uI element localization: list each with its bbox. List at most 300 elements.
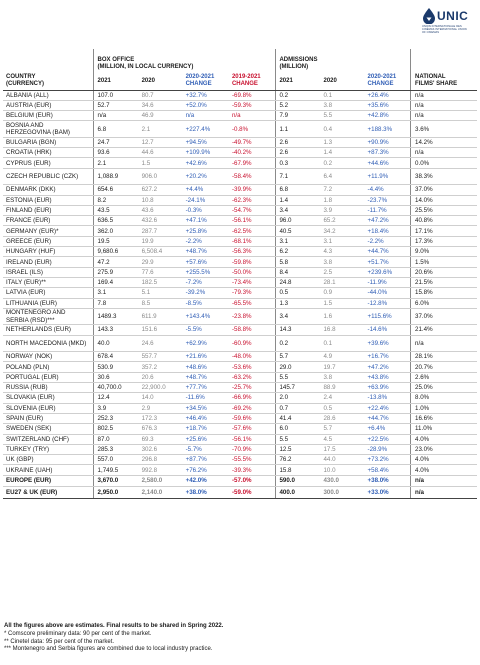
- adm-2021-cell: 5.7: [276, 352, 320, 362]
- adm-change-cell: +6.4%: [365, 424, 411, 434]
- bo-2021-cell: 52.7: [95, 100, 139, 110]
- adm-2021-cell: 145.7: [276, 383, 320, 393]
- bo-2019-change-cell: -59.6%: [229, 413, 275, 423]
- adm-change-cell: +42.8%: [365, 111, 411, 121]
- bo-2020-cell: 611.9: [139, 308, 183, 325]
- bo-2021-cell: 678.4: [95, 352, 139, 362]
- adm-2020-cell: 88.9: [320, 383, 364, 393]
- bo-change-cell: -11.6%: [183, 393, 229, 403]
- adm-2021-cell: 1.1: [276, 121, 320, 138]
- country-cell: MONTENEGRO AND SERBIA (RSD)***: [3, 308, 93, 325]
- bo-change-cell: -5.5%: [183, 325, 229, 335]
- table-row: [3, 100, 477, 110]
- adm-2020-cell: 0.4: [320, 121, 364, 138]
- bo-2021-cell: 169.4: [95, 277, 139, 287]
- adm-change-cell: +44.6%: [365, 158, 411, 168]
- adm-change-cell: -2.2%: [365, 236, 411, 246]
- bo-2021-cell: 362.0: [95, 226, 139, 236]
- adm-change-cell: -23.7%: [365, 195, 411, 205]
- bo-2020-cell: 296.8: [139, 455, 183, 465]
- adm-2020-cell: 4.5: [320, 434, 364, 444]
- adm-change-cell: +73.2%: [365, 455, 411, 465]
- national-share-cell: n/a: [412, 111, 477, 121]
- adm-2020-cell: 16.8: [320, 325, 364, 335]
- bo-2021-cell: 654.6: [95, 185, 139, 195]
- country-cell: LITHUANIA (EUR): [3, 298, 93, 308]
- bo-2020-cell: 34.6: [139, 100, 183, 110]
- bo-2020-cell: 77.6: [139, 267, 183, 277]
- country-cell: FRANCE (EUR): [3, 216, 93, 226]
- bo-2019-change-cell: -62.3%: [229, 195, 275, 205]
- bo-2020-cell: 627.2: [139, 185, 183, 195]
- bo-change-cell: +47.1%: [183, 216, 229, 226]
- country-cell: BULGARIA (BGN): [3, 137, 93, 147]
- adm-2020-cell: 2.5: [320, 267, 364, 277]
- bo-2020-cell: 287.7: [139, 226, 183, 236]
- adm-change-cell: +26.4%: [365, 90, 411, 100]
- adm-change-cell: +47.2%: [365, 362, 411, 372]
- bo-2019-change-cell: -59.3%: [229, 100, 275, 110]
- table-row: [3, 383, 477, 393]
- adm-2020-cell: 0.9: [320, 288, 364, 298]
- country-cell: BELGIUM (EUR): [3, 111, 93, 121]
- adm-change-cell: +22.5%: [365, 434, 411, 444]
- table-row: [3, 465, 477, 475]
- adm-2020-cell: 19.7: [320, 362, 364, 372]
- bo-2019-change-cell: -68.1%: [229, 236, 275, 246]
- national-share-cell: 8.0%: [412, 393, 477, 403]
- adm-2021-cell: 400.0: [276, 487, 320, 499]
- country-cell: ALBANIA (ALL): [3, 90, 93, 100]
- bo-2019-change-cell: -65.5%: [229, 298, 275, 308]
- country-cell: HUNGARY (HUF): [3, 247, 93, 257]
- adm-2021-cell: 6.0: [276, 424, 320, 434]
- country-cell: CZECH REPUBLIC (CZK): [3, 168, 93, 185]
- adm-2020-cell: 300.0: [320, 487, 364, 499]
- bo-2020-cell: 182.5: [139, 277, 183, 287]
- adm-2021-cell: 41.4: [276, 413, 320, 423]
- table-row: [3, 267, 477, 277]
- table-row: [3, 372, 477, 382]
- country-cell: NORWAY (NOK): [3, 352, 93, 362]
- table-row: [3, 216, 477, 226]
- bo-change-cell: +94.5%: [183, 137, 229, 147]
- adm-2021-cell: 590.0: [276, 475, 320, 487]
- table-row: [3, 158, 477, 168]
- bo-change-cell: -2.2%: [183, 236, 229, 246]
- adm-change-cell: -11.9%: [365, 277, 411, 287]
- national-share-cell: 1.0%: [412, 403, 477, 413]
- adm-2021-cell: 14.3: [276, 325, 320, 335]
- adm-change-cell: +16.7%: [365, 352, 411, 362]
- table-row: [3, 288, 477, 298]
- country-cell: ITALY (EUR)**: [3, 277, 93, 287]
- table-row: [3, 195, 477, 205]
- national-share-cell: 20.6%: [412, 267, 477, 277]
- adm-change-cell: +51.7%: [365, 257, 411, 267]
- bo-2019-change-cell: -59.8%: [229, 257, 275, 267]
- bo-2021-cell: 1,088.9: [95, 168, 139, 185]
- country-cell: EUROPE (EUR): [3, 475, 93, 487]
- bo-2021-cell: 3.9: [95, 403, 139, 413]
- adm-2020-cell: 5.7: [320, 424, 364, 434]
- national-share-cell: n/a: [412, 90, 477, 100]
- bo-change-cell: -7.2%: [183, 277, 229, 287]
- bo-change-cell: +57.6%: [183, 257, 229, 267]
- national-share-cell: 17.1%: [412, 226, 477, 236]
- adm-2021-cell: 29.0: [276, 362, 320, 372]
- table-row: [3, 257, 477, 267]
- adm-2021-cell: 8.4: [276, 267, 320, 277]
- bo-2021-cell: 1489.3: [95, 308, 139, 325]
- bo-2021-cell: 636.5: [95, 216, 139, 226]
- bo-2019-change-cell: -56.3%: [229, 247, 275, 257]
- adm-change-cell: -12.8%: [365, 298, 411, 308]
- table-row: [3, 205, 477, 215]
- adm-2021-cell: 1.4: [276, 195, 320, 205]
- bo-change-cell: +62.9%: [183, 335, 229, 352]
- adm-change-cell: +44.7%: [365, 247, 411, 257]
- adm-2021-cell: 0.3: [276, 158, 320, 168]
- country-cell: IRELAND (EUR): [3, 257, 93, 267]
- table-row: [3, 335, 477, 352]
- bo-2020-cell: 14.0: [139, 393, 183, 403]
- bo-2020-cell: 43.6: [139, 205, 183, 215]
- bo-change-cell: -8.5%: [183, 298, 229, 308]
- total-row: [3, 475, 477, 487]
- bo-2020-cell: 172.3: [139, 413, 183, 423]
- bo-2021-cell: 8.2: [95, 195, 139, 205]
- adm-2020-cell: 0.2: [320, 158, 364, 168]
- national-share-cell: 2.6%: [412, 372, 477, 382]
- country-cell: AUSTRIA (EUR): [3, 100, 93, 110]
- adm-2021-cell: 3.4: [276, 205, 320, 215]
- country-cell: LATVIA (EUR): [3, 288, 93, 298]
- table-row: [3, 236, 477, 246]
- bo-2019-change-cell: -50.0%: [229, 267, 275, 277]
- national-share-cell: 21.4%: [412, 325, 477, 335]
- bo-2021-cell: 47.2: [95, 257, 139, 267]
- bo-2020-cell: 5.1: [139, 288, 183, 298]
- bo-2020-cell: 151.6: [139, 325, 183, 335]
- bo-2021-cell: 19.5: [95, 236, 139, 246]
- adm-change-cell: +35.6%: [365, 100, 411, 110]
- bo-2021-cell: 1,749.5: [95, 465, 139, 475]
- adm-2021-cell: 6.2: [276, 247, 320, 257]
- adm-2021-cell: 2.6: [276, 148, 320, 158]
- adm-2020-cell: 28.1: [320, 277, 364, 287]
- country-cell: NETHERLANDS (EUR): [3, 325, 93, 335]
- bo-2020-cell: 357.2: [139, 362, 183, 372]
- bo-2020-cell: 2.1: [139, 121, 183, 138]
- adm-2021-cell: 2.6: [276, 137, 320, 147]
- national-share-header: NATIONAL FILMS' SHARE: [412, 73, 477, 90]
- bo-change-cell: +87.7%: [183, 455, 229, 465]
- adm-2021-cell: 5.5: [276, 372, 320, 382]
- adm-2021-cell: 5.8: [276, 257, 320, 267]
- adm-2021-cell: 24.8: [276, 277, 320, 287]
- national-share-cell: 15.8%: [412, 288, 477, 298]
- bo-change-cell: +227.4%: [183, 121, 229, 138]
- national-share-cell: 4.0%: [412, 455, 477, 465]
- bo-2021-cell: 3.1: [95, 288, 139, 298]
- table-row: [3, 403, 477, 413]
- bo-change-cell: +109.9%: [183, 148, 229, 158]
- country-cell: ESTONIA (EUR): [3, 195, 93, 205]
- bo-2021-cell: 3,670.0: [95, 475, 139, 487]
- adm-2020-cell: 3.1: [320, 236, 364, 246]
- bo-2021-cell: 143.3: [95, 325, 139, 335]
- bo-2020-cell: 1.5: [139, 158, 183, 168]
- admissions-2021-header: 2021: [276, 73, 320, 90]
- bo-2021-cell: 40,700.0: [95, 383, 139, 393]
- country-cell: ISRAEL (ILS): [3, 267, 93, 277]
- national-share-cell: n/a: [412, 475, 477, 487]
- national-share-cell: 37.0%: [412, 185, 477, 195]
- country-cell: SLOVAKIA (EUR): [3, 393, 93, 403]
- adm-2021-cell: 7.1: [276, 168, 320, 185]
- bo-2021-cell: 40.0: [95, 335, 139, 352]
- bo-2020-cell: 6,508.4: [139, 247, 183, 257]
- adm-2020-cell: 1.3: [320, 137, 364, 147]
- bo-2021-cell: 2.1: [95, 158, 139, 168]
- admissions-change-header: 2020-2021 CHANGE: [365, 73, 411, 90]
- adm-change-cell: -4.4%: [365, 185, 411, 195]
- country-cell: CROATIA (HRK): [3, 148, 93, 158]
- bo-2019-change-cell: -63.2%: [229, 372, 275, 382]
- bo-2019-change-cell: -39.3%: [229, 465, 275, 475]
- adm-2020-cell: 44.0: [320, 455, 364, 465]
- bo-2020-cell: 432.6: [139, 216, 183, 226]
- bo-2019-change-cell: n/a: [229, 111, 275, 121]
- bo-2021-cell: 802.5: [95, 424, 139, 434]
- bo-change-cell: +76.2%: [183, 465, 229, 475]
- bo-2019-change-cell: -69.8%: [229, 90, 275, 100]
- national-share-cell: 0.0%: [412, 158, 477, 168]
- header-column-row: [3, 73, 477, 90]
- bo-2021-cell: 9,680.6: [95, 247, 139, 257]
- bo-2020-cell: 8.5: [139, 298, 183, 308]
- box-office-2021-header: 2021: [95, 73, 139, 90]
- adm-2020-cell: 3.9: [320, 205, 364, 215]
- national-share-cell: 3.6%: [412, 121, 477, 138]
- bo-2021-cell: n/a: [95, 111, 139, 121]
- bo-change-cell: -5.7%: [183, 444, 229, 454]
- bo-2021-cell: 252.3: [95, 413, 139, 423]
- footnote-lead: All the figures above are estimates. Final results to be shared in Spring 2022.: [4, 623, 224, 629]
- adm-2020-cell: 1.5: [320, 298, 364, 308]
- box-office-table: [3, 49, 477, 499]
- adm-2020-cell: 0.1: [320, 90, 364, 100]
- bo-2019-change-cell: -58.8%: [229, 325, 275, 335]
- country-cell: TURKEY (TRY): [3, 444, 93, 454]
- national-share-cell: 20.7%: [412, 362, 477, 372]
- adm-change-cell: +115.6%: [365, 308, 411, 325]
- bo-2019-change-cell: -59.0%: [229, 487, 275, 499]
- bo-change-cell: +21.6%: [183, 352, 229, 362]
- country-cell: SLOVENIA (EUR): [3, 403, 93, 413]
- bo-2020-cell: 22,900.0: [139, 383, 183, 393]
- adm-2020-cell: 10.0: [320, 465, 364, 475]
- national-share-cell: 37.0%: [412, 308, 477, 325]
- adm-change-cell: -44.0%: [365, 288, 411, 298]
- bo-2019-change-cell: -57.0%: [229, 475, 275, 487]
- bo-change-cell: +18.7%: [183, 424, 229, 434]
- country-cell: DENMARK (DKK): [3, 185, 93, 195]
- adm-2020-cell: 3.8: [320, 372, 364, 382]
- country-cell: GREECE (EUR): [3, 236, 93, 246]
- bo-change-cell: +77.7%: [183, 383, 229, 393]
- bo-2020-cell: 80.7: [139, 90, 183, 100]
- bo-2021-cell: 24.7: [95, 137, 139, 147]
- table-row: [3, 413, 477, 423]
- adm-2020-cell: 5.5: [320, 111, 364, 121]
- adm-2020-cell: 6.4: [320, 168, 364, 185]
- box-office-2020-header: 2020: [139, 73, 183, 90]
- adm-2020-cell: 0.1: [320, 335, 364, 352]
- table-row: [3, 247, 477, 257]
- national-share-cell: 4.0%: [412, 434, 477, 444]
- adm-change-cell: -13.8%: [365, 393, 411, 403]
- bo-change-cell: +46.4%: [183, 413, 229, 423]
- bo-2020-cell: 12.7: [139, 137, 183, 147]
- bo-2021-cell: 275.9: [95, 267, 139, 277]
- national-share-cell: 11.0%: [412, 424, 477, 434]
- country-cell: SPAIN (EUR): [3, 413, 93, 423]
- national-share-cell: 9.0%: [412, 247, 477, 257]
- unic-logo-icon: [422, 8, 436, 24]
- country-cell: UK (GBP): [3, 455, 93, 465]
- footnote-1: * Comscore preliminary data: 90 per cent of the market.: [4, 630, 152, 637]
- table-row: [3, 111, 477, 121]
- adm-2021-cell: 7.9: [276, 111, 320, 121]
- country-cell: SWEDEN (SEK): [3, 424, 93, 434]
- national-share-cell: 14.2%: [412, 137, 477, 147]
- national-share-cell: 4.0%: [412, 465, 477, 475]
- adm-2021-cell: 5.5: [276, 434, 320, 444]
- adm-2020-cell: 1.4: [320, 148, 364, 158]
- national-share-cell: n/a: [412, 487, 477, 499]
- logo-subtitle: UNION INTERNATIONALE DES CINÉMAS INTERNATIONAL UNION OF CINEMAS: [422, 25, 467, 35]
- national-share-cell: 17.3%: [412, 236, 477, 246]
- bo-2021-cell: 530.9: [95, 362, 139, 372]
- bo-2020-cell: 44.6: [139, 148, 183, 158]
- table-row: [3, 168, 477, 185]
- table-row: [3, 362, 477, 372]
- bo-2019-change-cell: -57.6%: [229, 424, 275, 434]
- bo-2020-cell: 24.6: [139, 335, 183, 352]
- adm-2021-cell: 0.7: [276, 403, 320, 413]
- footnote-2: ** Cinetel data: 95 per cent of the market.: [4, 638, 115, 645]
- adm-2021-cell: 3.4: [276, 308, 320, 325]
- bo-change-cell: +42.6%: [183, 158, 229, 168]
- bo-2019-change-cell: -58.4%: [229, 168, 275, 185]
- bo-2019-change-cell: -56.1%: [229, 434, 275, 444]
- adm-2021-cell: 3.1: [276, 236, 320, 246]
- bo-2020-cell: 676.3: [139, 424, 183, 434]
- bo-change-cell: +143.4%: [183, 308, 229, 325]
- bo-2021-cell: 2,950.0: [95, 487, 139, 499]
- bo-change-cell: +42.0%: [183, 475, 229, 487]
- bo-2019-change-cell: -55.5%: [229, 455, 275, 465]
- adm-change-cell: +47.2%: [365, 216, 411, 226]
- table-row: [3, 298, 477, 308]
- bo-2019-change-cell: -66.9%: [229, 393, 275, 403]
- bo-2021-cell: 557.0: [95, 455, 139, 465]
- table-row: [3, 352, 477, 362]
- national-share-cell: 25.5%: [412, 205, 477, 215]
- country-cell: GERMANY (EUR)*: [3, 226, 93, 236]
- admissions-header: ADMISSIONS (MILLION): [279, 56, 318, 71]
- bo-change-cell: -39.2%: [183, 288, 229, 298]
- national-share-cell: 1.5%: [412, 257, 477, 267]
- national-share-cell: 16.6%: [412, 413, 477, 423]
- adm-2020-cell: 430.0: [320, 475, 364, 487]
- bo-2021-cell: 107.0: [95, 90, 139, 100]
- bo-2019-change-cell: -62.5%: [229, 226, 275, 236]
- bo-2019-change-cell: -53.6%: [229, 362, 275, 372]
- bo-2019-change-cell: -39.9%: [229, 185, 275, 195]
- bo-2021-cell: 6.8: [95, 121, 139, 138]
- bo-2019-change-cell: -56.1%: [229, 216, 275, 226]
- adm-2021-cell: 6.8: [276, 185, 320, 195]
- adm-2021-cell: 12.5: [276, 444, 320, 454]
- bo-2020-cell: 2,140.0: [139, 487, 183, 499]
- country-cell: POLAND (PLN): [3, 362, 93, 372]
- bo-change-cell: +48.7%: [183, 372, 229, 382]
- adm-change-cell: +11.9%: [365, 168, 411, 185]
- adm-2021-cell: 0.2: [276, 335, 320, 352]
- bo-2020-cell: 2,580.0: [139, 475, 183, 487]
- adm-2020-cell: 65.2: [320, 216, 364, 226]
- footnotes: [4, 623, 474, 654]
- bo-change-cell: +20.2%: [183, 168, 229, 185]
- country-cell: FINLAND (EUR): [3, 205, 93, 215]
- bo-2019-change-cell: -23.8%: [229, 308, 275, 325]
- adm-2020-cell: 1.6: [320, 308, 364, 325]
- table-row: [3, 148, 477, 158]
- bo-change-cell: +25.6%: [183, 434, 229, 444]
- adm-change-cell: -14.6%: [365, 325, 411, 335]
- national-share-cell: n/a: [412, 335, 477, 352]
- bo-2020-cell: 69.3: [139, 434, 183, 444]
- bo-2020-cell: 2.9: [139, 403, 183, 413]
- bo-2019-change-cell: -67.9%: [229, 158, 275, 168]
- table-row: [3, 226, 477, 236]
- bo-2020-cell: 557.7: [139, 352, 183, 362]
- adm-2020-cell: 34.2: [320, 226, 364, 236]
- bo-2019-change-cell: -79.3%: [229, 288, 275, 298]
- bo-2021-cell: 12.4: [95, 393, 139, 403]
- country-cell: UKRAINE (UAH): [3, 465, 93, 475]
- box-office-change-header: 2020-2021 CHANGE: [183, 73, 229, 90]
- adm-change-cell: +44.7%: [365, 413, 411, 423]
- bo-2019-change-cell: -60.9%: [229, 335, 275, 352]
- bo-2020-cell: 46.9: [139, 111, 183, 121]
- bo-2020-cell: 906.0: [139, 168, 183, 185]
- adm-change-cell: -28.9%: [365, 444, 411, 454]
- adm-change-cell: +39.6%: [365, 335, 411, 352]
- adm-2020-cell: 17.5: [320, 444, 364, 454]
- table-row: [3, 308, 477, 325]
- adm-2020-cell: 0.5: [320, 403, 364, 413]
- country-cell: RUSSIA (RUB): [3, 383, 93, 393]
- bo-change-cell: +48.6%: [183, 362, 229, 372]
- country-cell: EU27 & UK (EUR): [3, 487, 93, 499]
- adm-2021-cell: 0.5: [276, 288, 320, 298]
- table-row: [3, 137, 477, 147]
- total-row: [3, 487, 477, 499]
